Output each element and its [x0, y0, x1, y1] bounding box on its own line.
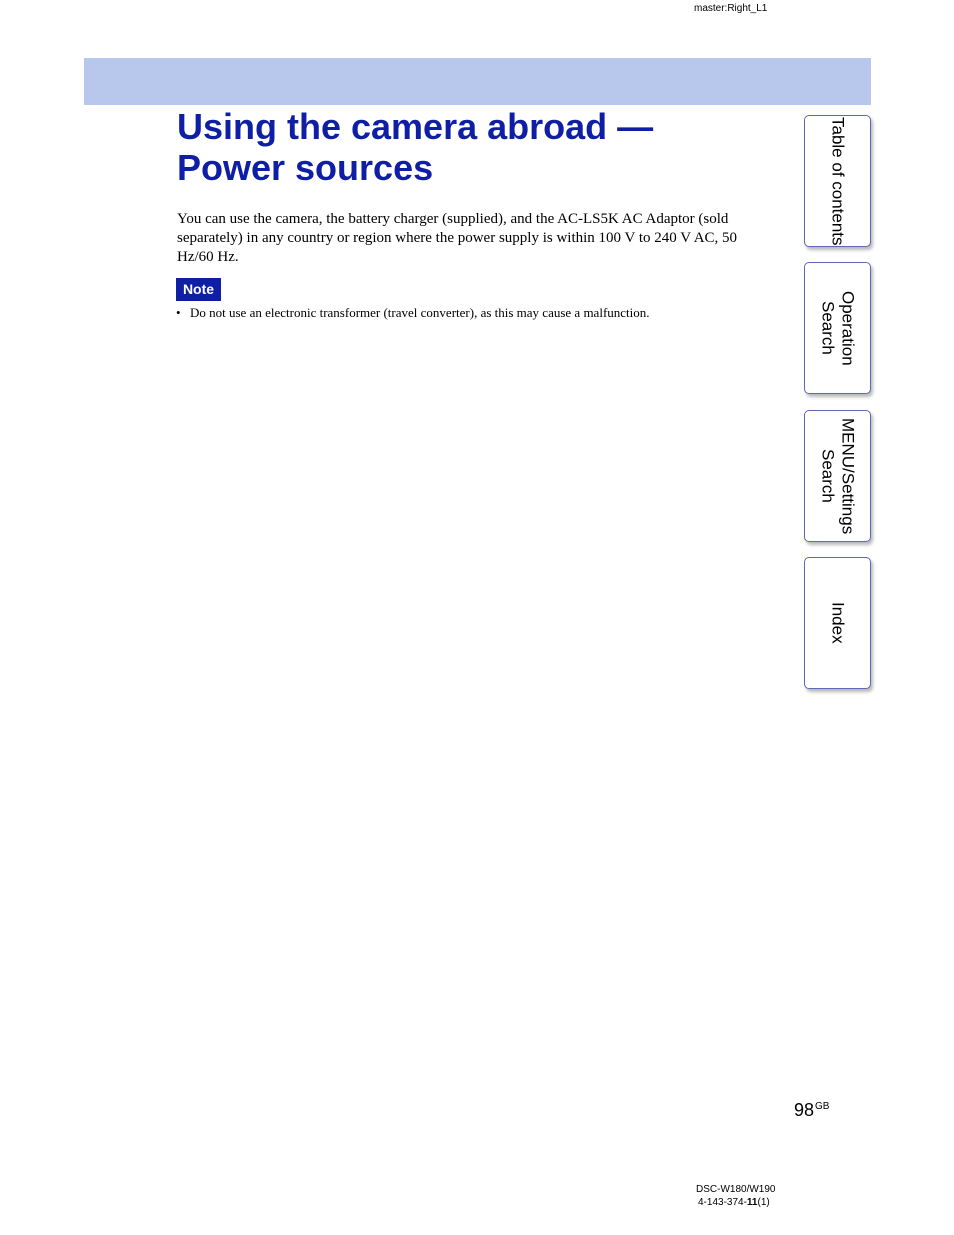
- bullet-icon: •: [176, 305, 181, 320]
- tab-index[interactable]: [804, 557, 871, 689]
- note-badge: Note: [176, 278, 221, 301]
- page-number-value: 98: [794, 1100, 815, 1120]
- page-title-line-1: Using the camera abroad —: [177, 106, 654, 147]
- footer-model: DSC-W180/W190: [696, 1184, 776, 1195]
- tab-label-operation-search: Operation Search: [818, 290, 858, 366]
- tab-menu-settings-search[interactable]: [804, 410, 871, 542]
- master-page-label: master:Right_L1: [694, 3, 768, 14]
- tab-table-of-contents[interactable]: [804, 115, 871, 247]
- tab-label-table-of-contents: Table of contents: [828, 116, 848, 246]
- footer-code-suffix: (1): [757, 1197, 770, 1208]
- page-title-line-2: Power sources: [177, 147, 434, 188]
- footer-code-prefix: 4-143-374-: [698, 1197, 747, 1208]
- note-item-text: Do not use an electronic transformer (travel converter), as this may cause a malfunction.: [190, 305, 650, 320]
- page-number-suffix: GB: [815, 1101, 830, 1112]
- tab-label-index: Index: [828, 602, 848, 644]
- tab-label-menu-settings-search: MENU/Settings Search: [818, 417, 858, 535]
- page-title: [177, 106, 777, 188]
- header-band: [84, 58, 871, 105]
- footer-code-bold: 11: [746, 1197, 758, 1208]
- footer-code: [698, 1196, 770, 1209]
- body-paragraph: You can use the camera, the battery charger (supplied), and the AC-LS5K AC Adaptor (sold separately) in any country or region where the power supply is within 100 V to 240 V AC, 50 Hz/60 Hz.: [177, 211, 738, 265]
- page-number: [794, 1100, 829, 1121]
- note-list-item: [176, 305, 776, 321]
- tab-operation-search[interactable]: [804, 262, 871, 394]
